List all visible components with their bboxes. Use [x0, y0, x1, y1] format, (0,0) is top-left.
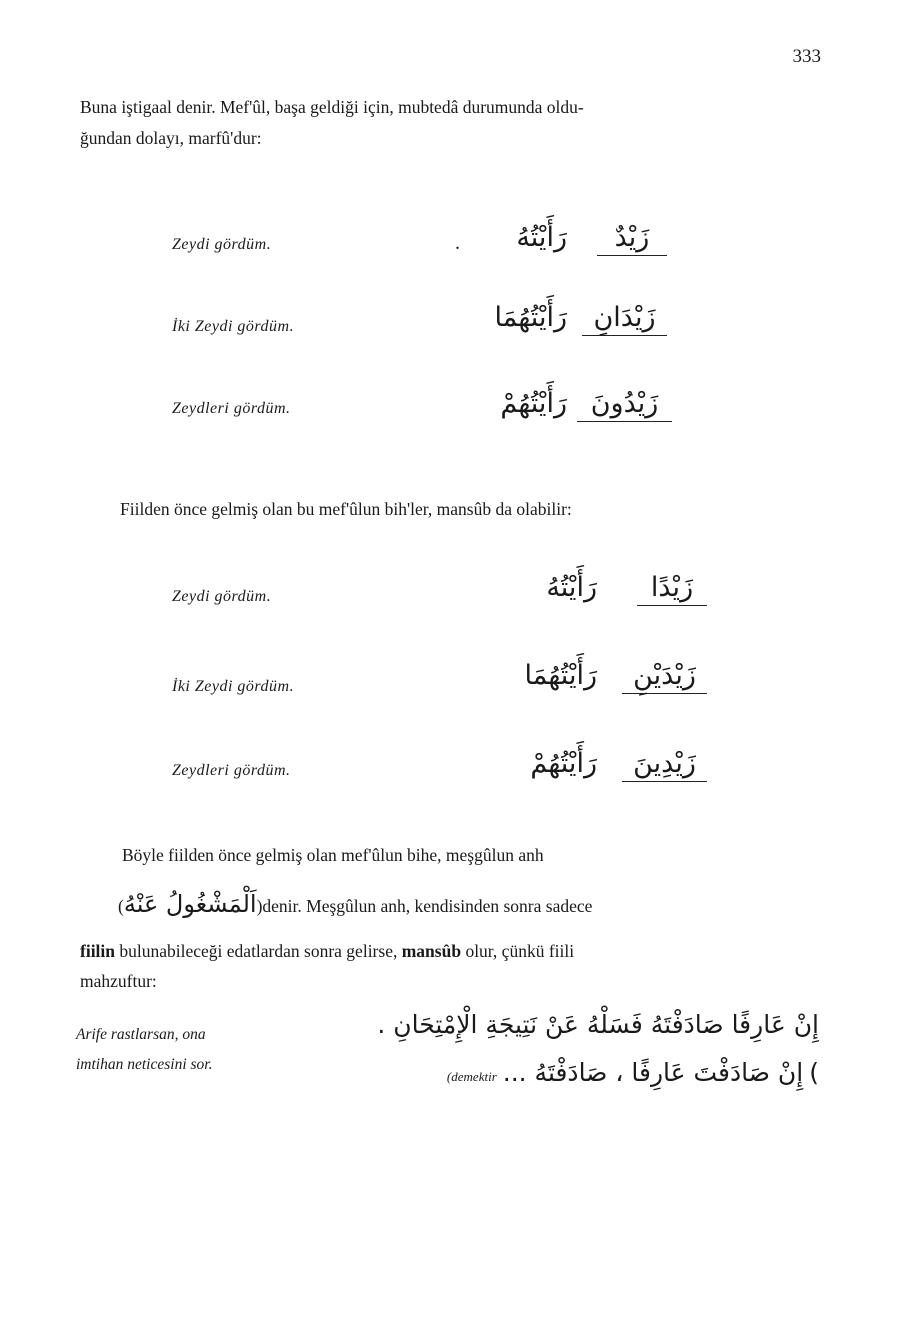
- paragraph-3-line-3: [80, 936, 825, 967]
- arabic-noun-6: زَيْدِينَ: [622, 748, 707, 782]
- arabic-verb-5: رَأَيْتُهُمَا: [524, 660, 597, 691]
- translation-6: Zeydleri gördüm.: [172, 762, 291, 779]
- arabic-verb-3: رَأَيْتُهُمْ: [500, 388, 567, 419]
- arabic-noun-5: زَيْدَيْنِ: [622, 660, 707, 694]
- note-text: demektir: [451, 1069, 497, 1084]
- arabic-noun-4: زَيْدًا: [637, 572, 707, 606]
- line-3-end: olur, çünkü fiili: [461, 941, 575, 961]
- intro-line-1: Buna iştigaal denir. Mef'ûl, başa geldiği için, mubtedâ durumunda oldu-: [80, 97, 584, 117]
- translation-5: İki Zeydi gördüm.: [172, 678, 295, 695]
- demektir-note: (demektir: [446, 1069, 497, 1084]
- paragraph-3-line-4: mahzuftur:: [80, 971, 157, 991]
- arabic-verb-1: رَأَيْتُهُ: [516, 222, 567, 253]
- arabic-noun-1: زَيْدٌ: [597, 222, 667, 256]
- paragraph-3-line-1: Böyle fiilden önce gelmiş olan mef'ûlun bihe, meşgûlun anh: [122, 845, 544, 865]
- bold-fiilin: fiilin: [80, 941, 116, 961]
- bold-mansub: mansûb: [401, 941, 462, 961]
- arabic-term: اَلْمَشْغُولُ عَنْهُ: [123, 890, 257, 918]
- period: .: [455, 232, 460, 254]
- intro-paragraph: [80, 92, 825, 154]
- arabic-noun-3: زَيْدُونَ: [577, 388, 672, 422]
- page-number: 333: [792, 46, 821, 67]
- arabic-verb-4: رَأَيْتُهُ: [546, 572, 597, 603]
- example-translation-2: imtihan neticesini sor.: [76, 1056, 213, 1073]
- arabic-verb-6: رَأَيْتُهُمْ: [530, 748, 597, 779]
- paragraph-3-line-2: (اَلْمَشْغُولُ عَنْهُ)denir. Meşgûlun anh, kendisinden sonra sadece: [118, 890, 593, 918]
- arabic-noun-2: زَيْدَانِ: [582, 302, 667, 336]
- example-arabic-1: إِنْ عَارِفًا صَادَفْتَهُ فَسَلْهُ عَنْ نَتِيجَةِ الْإِمْتِحَانِ .: [377, 1010, 819, 1039]
- example-translation-1: Arife rastlarsan, ona: [76, 1026, 206, 1043]
- line-3-middle: bulunabileceği edatlardan sonra gelirse,: [115, 941, 402, 961]
- paragraph-3-rest: denir. Meşgûlun anh, kendisinden sonra sadece: [262, 896, 593, 916]
- open-paren: ): [809, 1058, 819, 1087]
- middle-paragraph: Fiilden önce gelmiş olan bu mef'ûlun bih'ler, mansûb da olabilir:: [120, 499, 572, 519]
- translation-2: İki Zeydi gördüm.: [172, 318, 295, 335]
- translation-4: Zeydi gördüm.: [172, 588, 272, 605]
- translation-1: Zeydi gördüm.: [172, 236, 272, 253]
- example-arabic-2-row: [447, 1058, 819, 1087]
- intro-line-2: ğundan dolayı, marfû'dur:: [80, 128, 262, 148]
- arabic-verb-2: رَأَيْتُهُمَا: [494, 302, 567, 333]
- example-arabic-2: إِنْ صَادَفْتَ عَارِفًا ، صَادَفْتَهُ ...: [502, 1058, 804, 1087]
- translation-3: Zeydleri gördüm.: [172, 400, 291, 417]
